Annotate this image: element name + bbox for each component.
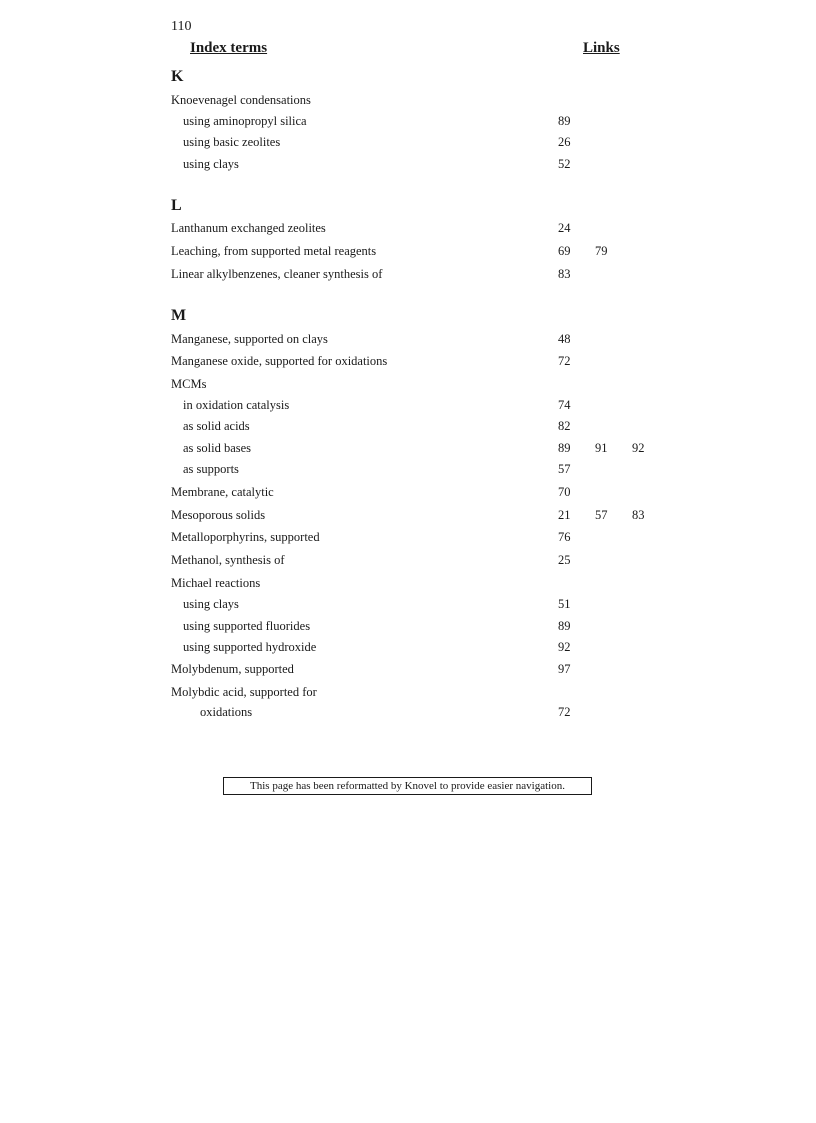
index-subterm: using clays xyxy=(183,597,239,611)
index-term: Linear alkylbenzenes, cleaner synthesis of xyxy=(171,267,383,281)
page-link[interactable]: 57 xyxy=(558,462,571,476)
page-link[interactable]: 83 xyxy=(632,508,645,522)
page-link[interactable]: 69 xyxy=(558,244,571,258)
page-link[interactable]: 57 xyxy=(595,508,608,522)
section-letter-m: M xyxy=(171,307,187,324)
page-link[interactable]: 89 xyxy=(558,441,571,455)
index-term: Metalloporphyrins, supported xyxy=(171,530,320,544)
section-letter-k: K xyxy=(171,68,184,85)
page-link[interactable]: 26 xyxy=(558,135,571,149)
index-subterm: as solid bases xyxy=(183,441,252,455)
links-header: Links xyxy=(583,40,620,56)
section-letter-l: L xyxy=(171,197,182,214)
index-term: Michael reactions xyxy=(171,576,261,590)
page-link[interactable]: 91 xyxy=(595,441,608,455)
page-link[interactable]: 72 xyxy=(558,705,571,719)
index-term: Leaching, from supported metal reagents xyxy=(171,244,377,258)
index-subterm: using basic zeolites xyxy=(183,135,281,149)
page-link[interactable]: 76 xyxy=(558,530,571,544)
page-link[interactable]: 92 xyxy=(558,640,571,654)
index-subterm: in oxidation catalysis xyxy=(183,398,290,412)
index-term: Molybdic acid, supported for xyxy=(171,685,317,699)
index-subterm: using clays xyxy=(183,157,239,171)
index-term: Mesoporous solids xyxy=(171,508,266,522)
index-term: Lanthanum exchanged zeolites xyxy=(171,221,326,235)
page-link[interactable]: 83 xyxy=(558,267,571,281)
page-link[interactable]: 48 xyxy=(558,332,571,346)
page-link[interactable]: 24 xyxy=(558,221,571,235)
index-term: Knoevenagel condensations xyxy=(171,93,311,107)
index-term: Manganese oxide, supported for oxidations xyxy=(171,354,388,368)
page-link[interactable]: 52 xyxy=(558,157,571,171)
index-subterm: using supported hydroxide xyxy=(183,640,317,654)
index-term: Membrane, catalytic xyxy=(171,485,274,499)
page-link[interactable]: 72 xyxy=(558,354,571,368)
index-subterm: as solid acids xyxy=(183,419,250,433)
index-terms-header: Index terms xyxy=(190,40,268,56)
page-link[interactable]: 74 xyxy=(558,398,571,412)
page-link[interactable]: 97 xyxy=(558,662,571,676)
index-term: Manganese, supported on clays xyxy=(171,332,328,346)
index-subterm: using supported fluorides xyxy=(183,619,311,633)
index-term: Methanol, synthesis of xyxy=(171,553,285,567)
index-term-continuation: oxidations xyxy=(200,705,253,719)
index-subterm: as supports xyxy=(183,462,239,476)
reformat-notice: This page has been reformatted by Knovel to provide easier navigation. xyxy=(223,777,592,795)
page-link[interactable]: 89 xyxy=(558,619,571,633)
index-term: Molybdenum, supported xyxy=(171,662,294,676)
page-link[interactable]: 89 xyxy=(558,114,571,128)
page-number: 110 xyxy=(171,19,192,34)
page-link[interactable]: 82 xyxy=(558,419,571,433)
page-link[interactable]: 92 xyxy=(632,441,645,455)
page-link[interactable]: 70 xyxy=(558,485,571,499)
page-link[interactable]: 25 xyxy=(558,553,571,567)
page-link[interactable]: 79 xyxy=(595,244,608,258)
index-term: MCMs xyxy=(171,377,207,391)
page-link[interactable]: 51 xyxy=(558,597,571,611)
page-link[interactable]: 21 xyxy=(558,508,571,522)
index-subterm: using aminopropyl silica xyxy=(183,114,307,128)
